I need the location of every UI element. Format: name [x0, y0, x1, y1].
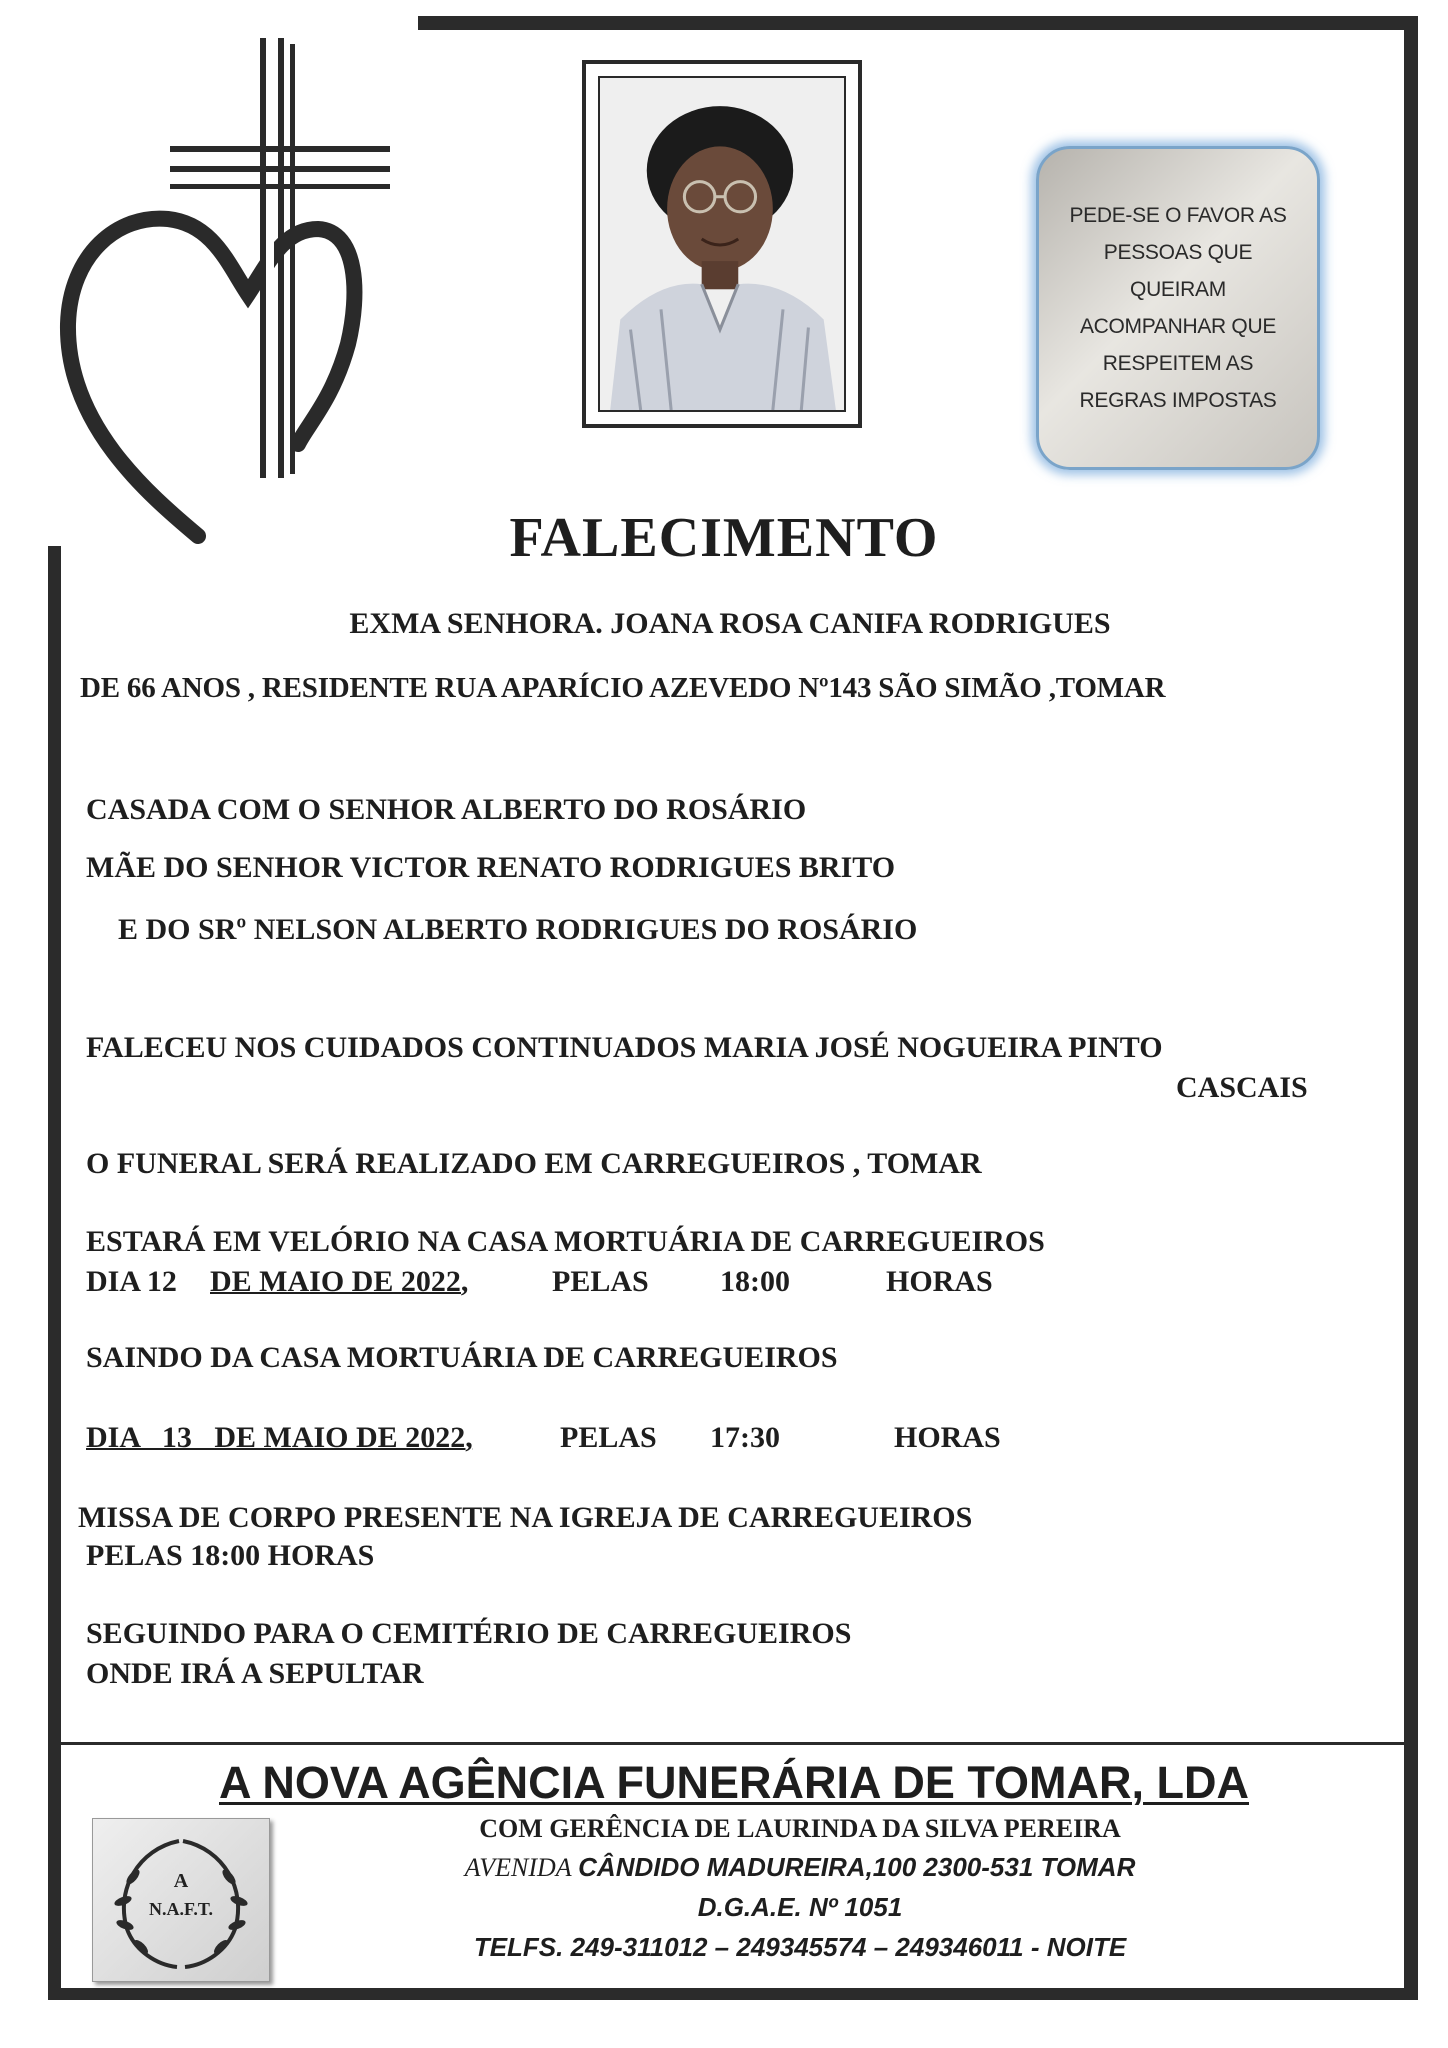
residence-line: DE 66 ANOS , RESIDENTE RUA APARÍCIO AZEVEDO Nº143 SÃO SIMÃO ,TOMAR — [80, 672, 1166, 704]
portrait-photo-frame — [582, 60, 862, 428]
frame-bottom-border — [48, 1988, 1418, 2000]
deceased-name-line: EXMA SENHORA. JOANA ROSA CANIFA RODRIGUES — [349, 607, 1111, 640]
logo-text: N.A.F.T. — [148, 1899, 214, 1919]
wake-date: DE MAIO DE 2022, — [210, 1265, 469, 1298]
wake-pelas: PELAS — [552, 1265, 649, 1298]
notice-title: FALECIMENTO — [509, 507, 939, 569]
agency-phones: TELFS. 249-311012 – 249345574 – 249346011 - NOITE — [473, 1932, 1127, 1962]
frame-left-border — [48, 546, 61, 2000]
agency-manager: COM GERÊNCIA DE LAURINDA DA SILVA PEREIRA — [479, 1814, 1121, 1843]
agency-license: D.G.A.E. Nº 1051 — [697, 1892, 903, 1922]
portrait-photo — [598, 76, 846, 412]
cross-horizontal-top — [170, 146, 390, 152]
covid-rules-notice-text: PEDE-SE O FAVOR AS PESSOAS QUE QUEIRAM ACOMPANHAR QUE RESPEITEM AS REGRAS IMPOSTAS — [1069, 204, 1287, 412]
cross-horizontal-bottom — [170, 166, 390, 172]
agency-address-prefix: AVENIDA — [464, 1853, 572, 1882]
departure-time: 17:30 — [710, 1421, 780, 1454]
departure-horas: HORAS — [894, 1421, 1001, 1454]
family-line-spouse: CASADA COM O SENHOR ALBERTO DO ROSÁRIO — [86, 793, 807, 826]
agency-address: CÂNDIDO MADUREIRA,100 2300-531 TOMAR — [578, 1852, 1136, 1882]
naft-association-logo — [92, 1818, 270, 1982]
heart-outline — [68, 219, 354, 536]
death-place-city: CASCAIS — [1176, 1071, 1308, 1104]
cross-heart-emblem — [48, 24, 408, 544]
funeral-location-line: O FUNERAL SERÁ REALIZADO EM CARREGUEIROS , TOMAR — [86, 1147, 982, 1180]
wake-location-line: ESTARÁ EM VELÓRIO NA CASA MORTUÁRIA DE CARREGUEIROS — [86, 1225, 1045, 1258]
mass-time-line: PELAS 18:00 HORAS — [86, 1539, 375, 1572]
agency-address-line — [300, 1850, 1300, 1885]
agency-name: A NOVA AGÊNCIA FUNERÁRIA DE TOMAR, LDA — [219, 1757, 1249, 1808]
portrait-face — [667, 146, 773, 271]
departure-date: DIA 13 DE MAIO DE 2022, — [86, 1421, 473, 1454]
departure-pelas: PELAS — [560, 1421, 657, 1454]
burial-line: SEGUINDO PARA O CEMITÉRIO DE CARREGUEIROS — [86, 1617, 852, 1650]
covid-rules-notice — [1036, 146, 1320, 470]
family-line-son-1: MÃE DO SENHOR VICTOR RENATO RODRIGUES BRITO — [86, 851, 896, 884]
death-place-line: FALECEU NOS CUIDADOS CONTINUADOS MARIA JOSÉ NOGUEIRA PINTO — [86, 1031, 1163, 1064]
frame-right-border — [1404, 16, 1418, 2000]
burial-line-2: ONDE IRÁ A SEPULTAR — [86, 1657, 424, 1690]
departure-location-line: SAINDO DA CASA MORTUÁRIA DE CARREGUEIROS — [86, 1341, 838, 1374]
cross-vertical-right — [290, 44, 295, 474]
agency-divider-line — [61, 1742, 1404, 1745]
mass-line: MISSA DE CORPO PRESENTE NA IGREJA DE CARREGUEIROS — [78, 1501, 973, 1534]
logo-letter: A — [173, 1870, 189, 1892]
frame-top-border — [418, 16, 1418, 30]
family-line-son-2: E DO SRº NELSON ALBERTO RODRIGUES DO ROSÁRIO — [118, 913, 918, 946]
wake-time: 18:00 — [720, 1265, 790, 1298]
wake-day: DIA 12 — [86, 1265, 177, 1298]
wake-horas: HORAS — [886, 1265, 993, 1298]
